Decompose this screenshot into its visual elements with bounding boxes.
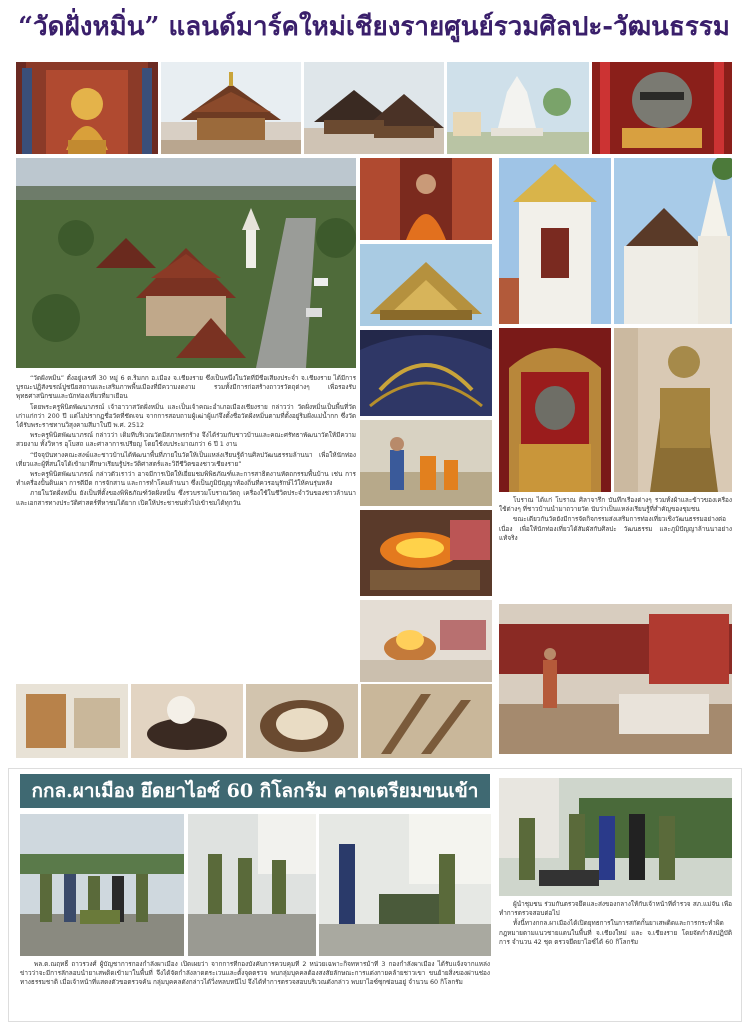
photo-temple-roof-1 [161,62,301,154]
photo-craft-bottom-2 [131,684,243,758]
photo-mask-statue [592,62,732,154]
photo-aerial-temple [16,158,356,368]
article-paragraph: “วัดฝั่งหมิ่น” ตั้งอยู่เลขที่ 30 หมู่ 6 ต.ริมกก อ.เมือง จ.เชียงราย ซึ่งเป็นหนึ่งในวัดที่มีชื่อเสียงประจำ จ.เชียงราย ได้มีการบูรณะปฏิสังขรณ์ปูชนียสถานและเสริมภาพพื้นเมืองที่มีความงดงาม รวมทั้งมีการก่อสร้างถาวรวัตถุต่างๆ เพื่อรองรับพุทธศาสนิกชนและนักท่องเที่ยวที่มาเยือน [16,374,356,401]
photo-craft-bottom-1 [16,684,128,758]
page-title: “วัดฝั่งหมิ่น” แลนด์มาร์คใหม่เชียงรายศูนย์รวมศิลปะ-วัฒนธรรม [18,12,730,42]
photo-golden-statue [614,328,732,492]
article-paragraph: โบราณ ได้แก่ โบราณ ศิลาจารึก บันทึกเรื่องต่างๆ รวมทั้งผ้าและข้าวของเครื่องใช้ต่างๆ ที่ชาวบ้านนำมาถวายวัด นับว่าเป็นแหล่งเรียนรู้ที่สำคัญของชุมชน [499,496,732,514]
news-paragraph: ทั้งนี้ทางกกล.ผาเมืองได้เปิดยุทธการในการสกัดกั้นยาเสพติดและการกระทำผิดกฎหมายตามแนวชายแดนในพื้นที่ จ.เชียงใหม่ และ จ.เชียงราย โดยจัดกำลังปฏิบัติการ จำนวน 42 ชุด ตรวจยึดยาไอซ์ได้ 60 กิโลกรัม [499,919,732,946]
article-paragraph: ขณะเดียวกันวัดยังมีการจัดกิจกรรมส่งเสริมการท่องเที่ยวเชิงวัฒนธรรมอย่างต่อเนื่อง เพื่อให้นักท่องเที่ยวได้สัมผัสกับศิลปะ วัฒนธรรม และภูมิปัญญาล้านนาอย่างแท้จริง [499,515,732,542]
photo-soldiers-3 [319,814,491,956]
photo-craft-2 [360,510,492,596]
article-paragraph: ภายในวัดฝั่งหมิ่น ยังเป็นที่ตั้งของพิพิธภัณฑ์วัดฝั่งหมิ่น ซึ่งรวบรวมโบราณวัตถุ เครื่องใช้ในชีวิตประจำวันของชาวล้านนา และเอกสารทางประวัติศาสตร์ที่หาชมได้ยาก เปิดให้ประชาชนทั่วไปเข้าชมได้ทุกวัน [16,489,356,507]
photo-craft-1 [360,420,492,506]
photo-soldiers-2 [188,814,316,956]
photo-soldiers-1 [20,814,184,956]
photo-seized-drugs [499,778,732,896]
article-paragraph: “ปัจจุบันทางคณะสงฆ์และชาวบ้านได้พัฒนาพื้นที่ภายในวัดให้เป็นแหล่งเรียนรู้ด้านศิลปวัฒนธรรมล้านนา เพื่อให้นักท่องเที่ยวและผู้ที่สนใจได้เข้ามาศึกษาเรียนรู้ประวัติศาสตร์และวิถีชีวิตของชาวเชียงราย” [16,450,356,468]
photo-craft-bottom-4 [361,684,492,758]
news-side-text [499,900,732,1000]
article-paragraph: พระครูพินิตพัฒนาภรณ์ กล่าวตัวเราว่า อาจมีการเปิดให้เยี่ยมชมพิพิธภัณฑ์และการสาธิตงานหัตถกรรมพื้นบ้าน เช่น การทำเครื่องปั้นดินเผา การตีมีด การจักสาน และการทำโคมล้านนา ซึ่งเป็นภูมิปัญญาท้องถิ่นที่ควรอนุรักษ์ไว้ให้คนรุ่นหลัง [16,470,356,488]
news-paragraph: พล.ต.ณฤทธิ์ ถาวรวงศ์ ผู้บัญชาการกองกำลังผาเมือง เปิดเผยว่า จากการที่กองบังคับการควบคุมที่ 2 หน่วยเฉพาะกิจทหารม้าที่ 3 กองกำลังผาเมือง ได้รับแจ้งจากแหล่งข่าวว่าจะมีการลักลอบนำยาเสพติดเข้ามาในพื้นที่ จึงได้จัดกำลังลาดตระเวนและตั้งจุดตรวจ พบกลุ่มบุคคลต้องสงสัยลักษณะการแต่งกายคล้ายชาวเขา ขนย้ายสิ่งของผ่านช่องทางธรรมชาติ เมื่อเจ้าหน้าที่แสดงตัวขอตรวจค้น กลุ่มบุคคลดังกล่าวได้วิ่งหลบหนีไป จึงได้ทำการตรวจสอบบริเวณดังกล่าว พบยาไอซ์ซุกซ่อนอยู่ จำนวน 60 กิโลกรัม [20,960,490,987]
photo-carved-panel [360,330,492,416]
photo-museum [499,604,732,754]
photo-white-gate [499,158,611,324]
news-headline: กกล.ผาเมือง ยึดยาไอซ์ 60 กิโลกรัม คาดเตรียมขนเข้า [20,774,490,808]
article-column-2 [499,496,732,600]
photo-temple-roof-2 [304,62,444,154]
photo-craft-3 [360,600,492,682]
photo-roof-ornament [360,244,492,326]
photo-golden-buddha [16,62,158,154]
photo-shrine-mask [499,328,611,492]
photo-white-building [614,158,732,324]
article-paragraph: โดยพระครูพินิตพัฒนาภรณ์ เจ้าอาวาสวัดฝั่งหมิ่น และเป็นเจ้าคณะอำเภอเมืองเชียงราย กล่าวว่า วัดฝั่งหมิ่นเป็นพื้นที่วัดเก่าแก่กว่า 200 ปี แต่ไม่ปรากฏชื่อวัดที่ชัดเจน จากการสอบถามผู้เฒ่าผู้แก่จึงตั้งชื่อวัดฝั่งหมิ่นตามที่ตั้งอยู่ริมฝั่งแม่น้ำกก ซึ่งวัดได้รับพระราชทานวิสุงคามสีมาในปี พ.ศ. 2512 [16,402,356,430]
article-body [16,374,356,680]
news-body [20,960,490,1016]
photo-monk [360,158,492,240]
news-paragraph: ผู้นำชุมชน ร่วมกันตรวจยึดและส่งของกลางให้กับเจ้าหน้าที่ตำรวจ สภ.แม่จัน เพื่อทำการตรวจสอบต่อไป [499,900,732,918]
photo-craft-bottom-3 [246,684,358,758]
photo-white-pagoda [447,62,589,154]
article-paragraph: พระครูพินิตพัฒนาภรณ์ กล่าวว่า เดิมทีบริเวณวัดมีสภาพรกร้าง จึงได้ร่วมกับชาวบ้านและคณะศรัทธาพัฒนาวัดให้มีความสวยงาม ทั้งวิหาร อุโบสถ และศาลาการเปรียญ โดยใช้งบประมาณกว่า 6 ปี 1 งาน [16,431,356,449]
